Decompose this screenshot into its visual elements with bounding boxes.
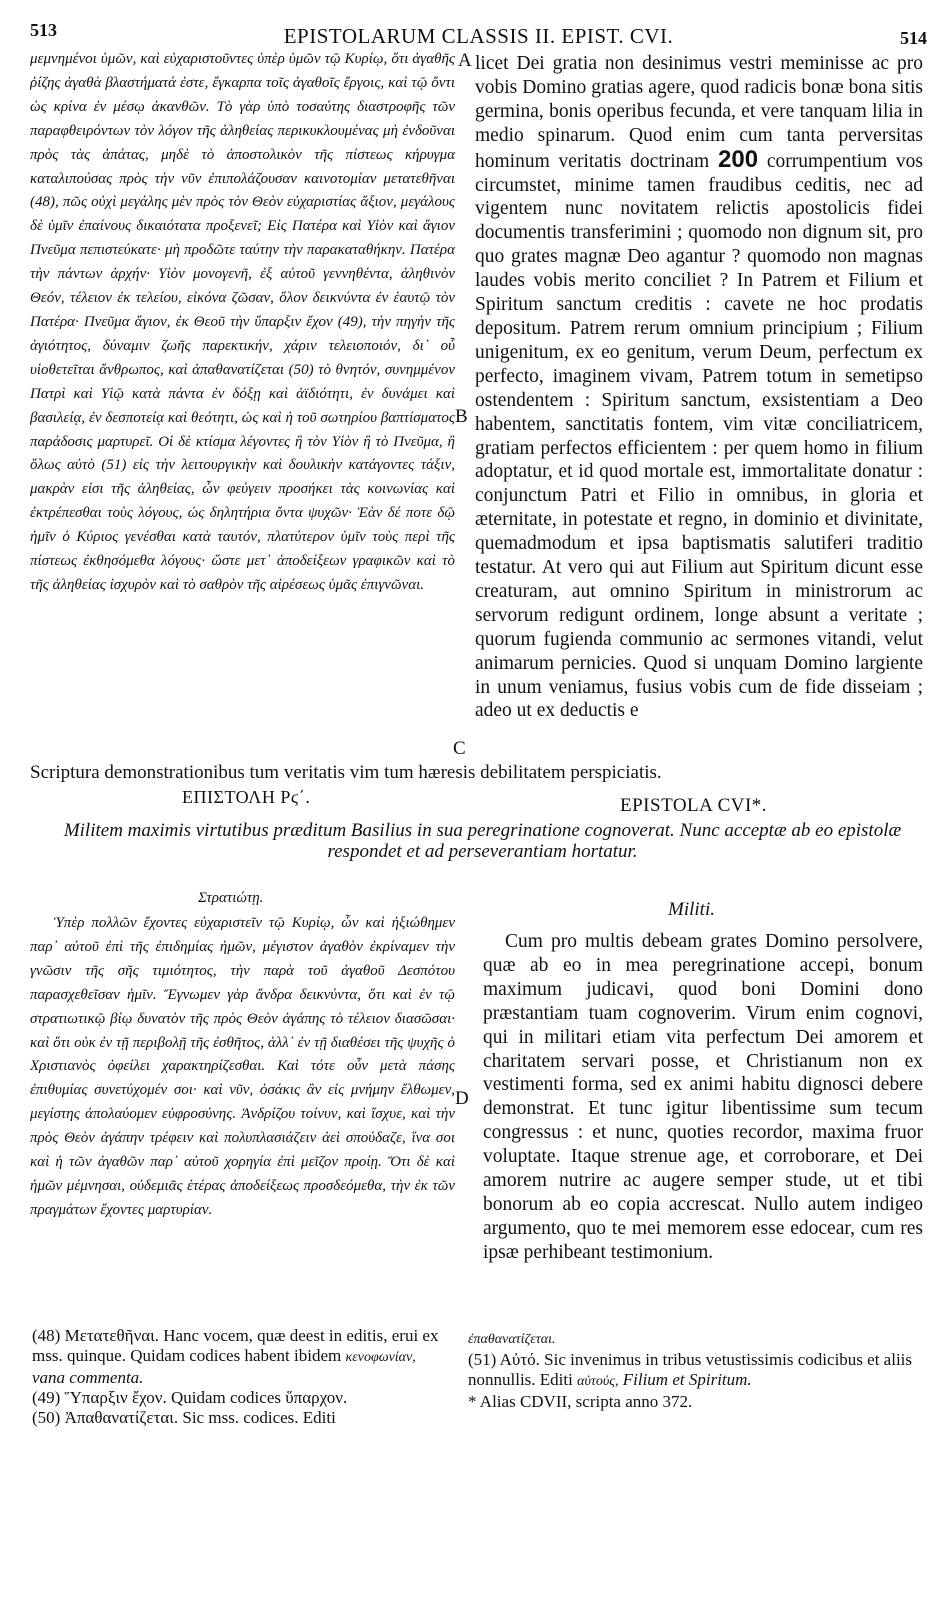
latin-continuation-line: Scriptura demonstrationibus tum veritatis vim tum hæresis debilitatem perspiciatis. <box>30 762 662 783</box>
footnote-51 <box>468 1350 918 1392</box>
page-number-left: 513 <box>30 20 57 40</box>
footnote-50: (50) Ἀπαθανατίζεται. Sic mss. codices. Editi <box>32 1408 336 1427</box>
margin-letter-d: D <box>455 1088 469 1109</box>
footnote-51-text: (51) Αὐτό. Sic invenimus in tribus vetustissimis codicibus et aliis nonnullis. Editi <box>468 1350 913 1389</box>
greek-column-letter <box>30 912 455 1312</box>
footnote-50-continuation: ἐπαθανατίζεται. <box>468 1332 556 1347</box>
epistle-heading-greek: ΕΠΙΣΤΟΛΗ Ρϛ΄. <box>182 787 311 807</box>
footnotes-left <box>32 1326 447 1428</box>
footnote-48 <box>32 1326 447 1388</box>
footnote-alias: * Alias CDVII, scripta anno 372. <box>468 1392 693 1411</box>
footnote-51-gloss: Filium et Spiritum. <box>622 1370 752 1389</box>
footnote-49: (49) Ὕπαρξιν ἔχον. Quidam codices ὕπαρχον. <box>32 1388 348 1407</box>
address-latin: Militi. <box>668 899 715 920</box>
running-title: EPISTOLARUM CLASSIS II. EPIST. CVI. <box>283 24 674 48</box>
footnote-48-greek: κενοφωνίαν, <box>345 1350 416 1365</box>
margin-letter-a: A <box>458 50 472 71</box>
column-number: 200 <box>718 145 759 173</box>
footnote-51-greek: αὐτούς, <box>577 1374 619 1389</box>
page-header <box>30 20 927 50</box>
page-number-right: 514 <box>900 28 927 48</box>
footnote-48-text: (48) Μετατεθῆναι. Hanc vocem, quæ deest in editis, erui ex mss. quinque. Quidam codices habent ibidem <box>32 1326 439 1365</box>
greek-column-top <box>30 48 455 768</box>
footnotes-right <box>468 1330 918 1412</box>
latin-column-letter <box>483 930 923 1310</box>
epistle-summary: Militem maximis virtutibus præditum Basilius in sua peregrinatione cognoverat. Nunc acceptæ ab eo epistolæ respondet et ad perseverantiam hortatur. <box>63 820 902 862</box>
greek-text-top: μεμνημένοι ὑμῶν, καὶ εὐχαριστοῦντες ὑπὲρ ὑμῶν τῷ Κυρίῳ, ὅτι ἀγαθῆς ῥίζης ἀγαθὰ βλαστήματά ἐστε, ἔγκαρπα τοῖς ἀγαθοῖς ἔργοις, καὶ τῷ ὄντι ὡς κρίνα ἐν μέσῳ ἀκανθῶν. Τὸ γὰρ ὑπὸ τοσαύτης διαστροφῆς τῶν παραφθειρόντων τὸν λόγον τῆς ἀληθείας περικυκλουμένας μὴ ἐνδοῦναι πρὸς τὰς ἀπάτας, μηδὲ τὸ ἀποστολικὸν τῆς πίστεως κήρυγμα καταλιπούσας πρὸς τὴν νῦν ἐπιπολάζουσαν καινοτομίαν μετατεθῆναι (48), πῶς οὐχὶ μεγάλης μὲν πρὸς τὸν Θεὸν εὐχαριστίας ἄξιον, μεγάλους δὲ ὑμῖν ἐπαίνους δικαιότατα προξενεῖ; Εἰς Πατέρα καὶ Υἱὸν καὶ ἅγιον Πνεῦμα πεπιστεύκατε· μὴ προδῶτε ταύτην τὴν παρακαταθήκην. Πατέρα τὴν πάντων ἀρχήν· Υἱὸν μονογενῆ, ἐξ αὐτοῦ γεννηθέντα, ἀληθινὸν Θεόν, τέλειον ἐκ τελείου, εἰκόνα ζῶσαν, ὅλον δεικνύντα ἐν ἑαυτῷ τὸν Πατέρα· Πνεῦμα ἅγιον, ἐκ Θεοῦ τὴν ὕπαρξιν ἔχον (49), τὴν πηγὴν τῆς ἁγιότητος, δύναμιν ζωῆς παρεκτικήν, χάριν τελειοποιόν, δι᾽ οὗ υἱοθετεῖται ἄνθρωπος, καὶ ἀπαθανατίζεται (50) τὸ θνητόν, συνημμένον Πατρὶ καὶ Υἱῷ κατὰ πάντα ἐν δόξῃ καὶ ἀϊδιότητι, ἐν δυνάμει καὶ βασιλείᾳ, ἐν δεσποτείᾳ καὶ θεότητι, ὡς καὶ ἡ τοῦ σωτηρίου βαπτίσματος παράδοσις μαρτυρεῖ. Οἱ δὲ κτίσμα λέγοντες ἢ τὸν Υἱὸν ἢ τὸ Πνεῦμα, ἢ ὅλως αὐτὸ (51) εἰς τὴν λειτουργικὴν καὶ δουλικὴν κατάγοντες τάξιν, μακρὰν εἰσι τῆς ἀληθείας, ὧν φεύγειν προσήκει τὰς κοινωνίας καὶ ἐκτρέπεσθαι τοὺς λόγους, ὡς δηλητήρια ὄντα ψυχῶν· Ἐὰν δέ ποτε δῷ ἡμῖν ὁ Κύριος γενέσθαι κατὰ ταυτόν, πλατύτερον ὑμῖν τοὺς περὶ τῆς πίστεως ἐκθησόμεθα λόγους· ὥστε μετ᾽ ἀποδείξεων γραφικῶν καὶ τὸ τῆς ἀληθείας ἰσχυρὸν καὶ τὸ σαθρὸν τῆς αἱρέσεως ὑμᾶς ἐπιγνῶναι. <box>30 51 455 593</box>
footnote-48-gloss: vana commenta. <box>32 1368 144 1387</box>
epistle-heading-latin: EPISTOLA CVI*. <box>620 795 768 816</box>
latin-letter-text: Cum pro multis debeam grates Domino persolvere, quæ ab eo in mea peregrinatione accepi, bonum maximum judicavi, quod boni Domini dono præstantiam tuam cognoverim. Virum enim cognovi, qui in militari etiam vita perfectum Dei amorem et charitatem servari posse, et Christianum non ex vestimenti forma, sed ex animi habitu dignosci debere demonstrat. Et tunc igitur libentissime sum tecum congressus : et nunc, quoties recordor, maxima fruor voluptate. Itaque strenue age, et corroborare, et Dei amorem nutrire ac augere semper stude, ut et tibi bonorum ab eo copia accrescat. Nullo autem indigeo argumento, quo te mei memorem esse edocear, cum res ipsæ perhibeant testimonium. <box>483 931 923 1263</box>
latin-text-top-part2: corrumpentium vos circumstet, minime tamen fraudibus ceditis, nec ad vigentem nunc novitatem relictis apostolicis fidei documentis transferimini ; quomodo non dignum sit, pro quo grates magnæ Deo agantur ? quomodo non magnas laudes vobis merito conciliet ? In Patrem et Filium et Spiritum sanctum creditis : cavete ne hoc prodatis depositum. Patrem rerum omnium principium ; Filium unigenitum, ex eo genitum, verum Deum, perfectum ex perfecto, imaginem vivam, Patrem totum in semetipso ostendentem : Spiritum sanctum, exsistentiam a Deo habentem, sanctitatis fontem, vim vitæ conciliatricem, gratiam perfectos efficientem : per quem homo in filium adoptatur, et id quod mortale est, immortalitate donatur : conjunctum Patri et Filio in omnibus, in gloria et æternitate, in potestate et regno, in dominio et divinitate, quemadmodum et ipsa baptismatis salutiferi traditio testatur. At vero qui aut Filium aut Spiritum dicunt esse creaturam, aut omnino Spiritum in ministrorum ac servorum redigunt ordinem, longe absunt a veritate ; quorum fugienda communio ac sermones vitandi, velut animarum pernicies. Quod si unquam Domino largiente in unum veniamus, fusius vobis cum de fide disseiam ; adeo ut ex deductis e <box>475 150 923 722</box>
latin-column-top <box>475 52 923 772</box>
latin-text-top-part1: licet Dei gratia non desinimus vestri meminisse ac pro vobis Domino gratias agere, quod radicis bonæ bona sitis germina, bonis operibus fecunda, et vere tanquam lilia in medio spinarum. Quod enim cum tanta perversitas hominum veritatis doctrinam <box>475 53 923 172</box>
address-greek: Στρατιώτῃ. <box>198 890 264 906</box>
margin-letter-b: B <box>455 406 468 427</box>
greek-letter-text: Ὑπὲρ πολλῶν ἔχοντες εὐχαριστεῖν τῷ Κυρίῳ, ὧν καὶ ἠξιώθημεν παρ᾽ αὐτοῦ ἐπὶ τῆς ἐπιδημίας ἡμῶν, μέγιστον ἀγαθὸν ἐκρίναμεν τὴν γνῶσιν τῆς σῆς τιμιότητος, τὴν παρὰ τοῦ ἀγαθοῦ Δεσπότου παρασχεθεῖσαν ἡμῖν. Ἔγνωμεν γὰρ ἄνδρα δεικνύντα, ὅτι καὶ ἐν τῷ στρατιωτικῷ βίῳ δυνατὸν τῆς πρὸς Θεὸν ἀγάπης τὸ τέλειον διασῶσαι· καὶ ὅτι οὐκ ἐν τῇ περιβολῇ τῆς ἐσθῆτος, ἀλλ᾽ ἐν τῇ διαθέσει τῆς ψυχῆς ὁ Χριστιανὸς ὀφείλει χαρακτηρίζεσθαι. Καὶ τότε οὖν μετὰ πάσης ἐπιθυμίας συνετύχομέν σοι· καὶ νῦν, ὁσάκις ἂν εἰς μνήμην ἔλθωμεν, μεγίστης ἀπολαύομεν εὐφροσύνης. Ἀνδρίζου τοίνυν, καὶ ἴσχυε, καὶ τὴν πρὸς Θεὸν ἀγάπην τρέφειν καὶ πολυπλασιάζειν ἀεὶ σπούδαζε, ἵνα σοι καὶ ἡ τῶν ἀγαθῶν παρ᾽ αὐτοῦ χορηγία ἐπὶ μεῖζον προίῃ. Ὅτι δὲ καὶ ἡμῶν μέμνησαι, οὐδεμιᾶς ἑτέρας ἀποδείξεως προσδεόμεθα, τὴν ἐκ τῶν πραγμάτων ἔχοντες μαρτυρίαν. <box>30 915 455 1218</box>
margin-letter-c: C <box>453 738 466 759</box>
latin-text-top <box>475 52 923 723</box>
